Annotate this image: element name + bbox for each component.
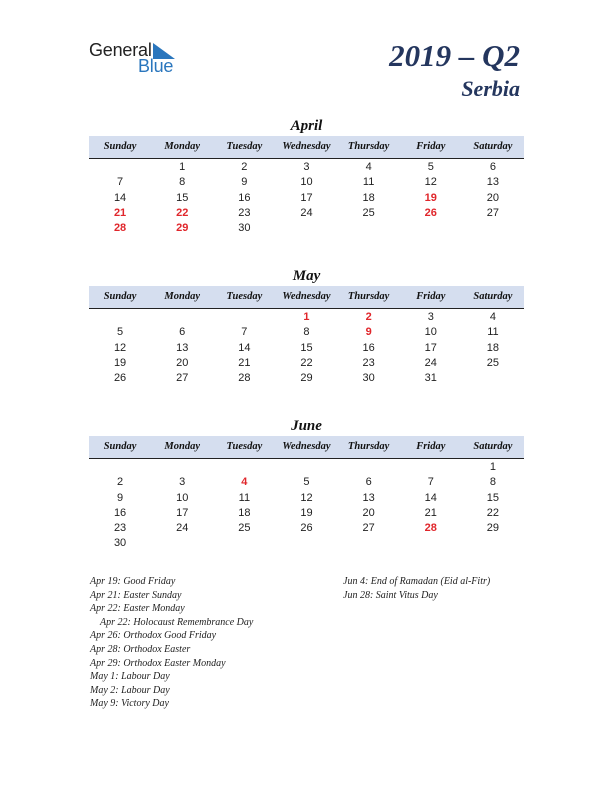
weekday-monday: Monday	[164, 141, 200, 152]
weekday-thursday: Thursday	[347, 141, 390, 152]
month-april	[89, 116, 524, 236]
date-cell: 17	[300, 191, 313, 204]
date-cell: 1	[179, 161, 186, 173]
weekday-sunday: Sunday	[103, 141, 137, 152]
date-cell: 18	[362, 191, 375, 204]
date-cell: 13	[486, 176, 500, 189]
date-cell: 22	[300, 356, 313, 369]
date-cell: 3	[303, 161, 310, 173]
date-cell	[89, 160, 151, 175]
month-grid	[89, 159, 524, 236]
date-cell: 11	[487, 326, 499, 339]
date-cell	[400, 221, 462, 236]
weekday-header	[89, 136, 524, 159]
date-cell: 21	[424, 506, 437, 519]
holiday-date-cell: 9	[365, 326, 372, 339]
holiday-date-cell: 4	[241, 476, 248, 489]
date-cell: 6	[365, 476, 372, 489]
date-cell: 25	[486, 356, 500, 369]
holiday-date-cell: 26	[424, 206, 437, 219]
date-cell: 23	[113, 522, 127, 535]
date-cell: 28	[238, 372, 251, 385]
week-row	[89, 491, 524, 506]
date-cell: 10	[176, 491, 189, 504]
date-cell: 25	[362, 206, 375, 219]
date-cell	[275, 221, 337, 236]
month-name: April	[290, 118, 323, 134]
weekday-header	[89, 436, 524, 459]
date-cell: 30	[238, 222, 251, 235]
weekday-sunday: Sunday	[103, 291, 137, 302]
date-cell: 15	[300, 341, 313, 354]
weekday-monday: Monday	[164, 441, 200, 452]
holiday-note: Apr 19: Good Friday	[90, 576, 176, 587]
month-grid	[89, 459, 524, 552]
date-cell: 9	[241, 176, 248, 189]
date-cell: 13	[362, 491, 375, 504]
date-cell: 29	[300, 372, 313, 385]
date-cell: 24	[176, 522, 189, 535]
date-cell: 22	[486, 506, 500, 519]
week-row	[89, 521, 524, 536]
month-name: June	[291, 418, 322, 434]
date-cell: 12	[113, 341, 127, 354]
weekday-wednesday: Wednesday	[282, 441, 331, 452]
date-cell: 11	[362, 176, 375, 189]
date-cell: 26	[300, 522, 313, 535]
date-cell	[151, 460, 213, 475]
week-row	[89, 221, 524, 236]
holiday-note: Apr 22: Holocaust Remembrance Day	[100, 616, 254, 628]
date-cell: 9	[117, 491, 124, 504]
date-cell	[213, 460, 275, 475]
week-row	[89, 191, 524, 206]
holiday-note: Apr 29: Orthodox Easter Monday	[90, 657, 226, 669]
date-cell	[275, 460, 337, 475]
date-cell: 30	[362, 372, 375, 385]
date-cell: 20	[176, 356, 189, 369]
date-cell: 29	[486, 522, 500, 535]
date-cell	[338, 221, 400, 236]
weekday-tuesday: Tuesday	[226, 291, 263, 302]
date-cell: 5	[303, 476, 310, 489]
date-cell: 24	[424, 356, 437, 369]
weekday-thursday: Thursday	[347, 291, 390, 302]
date-cell	[338, 536, 400, 551]
date-cell: 8	[303, 326, 310, 339]
holiday-note: May 9: Victory Day	[90, 698, 169, 710]
holiday-list-right	[343, 575, 490, 602]
date-cell: 15	[176, 191, 189, 204]
date-cell: 26	[113, 372, 127, 385]
date-cell: 27	[176, 372, 189, 385]
date-cell: 12	[300, 491, 313, 504]
date-cell: 7	[241, 326, 248, 339]
week-row	[89, 206, 524, 221]
weekday-wednesday: Wednesday	[282, 141, 331, 152]
date-cell: 19	[113, 356, 127, 369]
week-row	[89, 460, 524, 475]
date-cell	[151, 310, 213, 325]
date-cell	[338, 460, 400, 475]
week-row	[89, 341, 524, 356]
date-cell	[462, 371, 524, 386]
date-cell: 14	[424, 491, 437, 504]
month-june	[89, 416, 524, 552]
weekday-friday: Friday	[416, 141, 446, 152]
logo-word-blue: Blue	[138, 56, 174, 76]
date-cell: 12	[424, 176, 437, 189]
holiday-date-cell: 28	[424, 522, 437, 535]
holiday-note: Apr 28: Orthodox Easter	[90, 643, 191, 655]
weekday-thursday: Thursday	[347, 441, 390, 452]
holiday-date-cell: 22	[176, 206, 189, 219]
date-cell: 3	[427, 311, 434, 323]
date-cell: 14	[113, 191, 127, 204]
date-cell	[400, 536, 462, 551]
logo-word-general: General	[89, 40, 152, 60]
date-cell: 4	[489, 311, 496, 323]
date-cell: 23	[362, 356, 375, 369]
date-cell: 25	[238, 522, 251, 535]
holiday-date-cell: 29	[176, 222, 189, 235]
holiday-note: Apr 26: Orthodox Good Friday	[90, 630, 217, 642]
weekday-header	[89, 286, 524, 309]
page-title: 2019 – Q2	[389, 38, 520, 73]
date-cell: 20	[486, 191, 500, 204]
week-row	[89, 160, 524, 175]
generalblue-logo	[89, 40, 189, 80]
date-cell: 18	[238, 506, 251, 519]
date-cell: 27	[362, 522, 375, 535]
weekday-saturday: Saturday	[473, 141, 513, 152]
date-cell: 8	[489, 476, 496, 489]
holiday-date-cell: 19	[424, 191, 437, 204]
date-cell	[275, 536, 337, 551]
holiday-date-cell: 28	[113, 222, 127, 235]
week-row	[89, 371, 524, 386]
date-cell: 2	[241, 161, 248, 173]
week-row	[89, 310, 524, 325]
date-cell: 14	[238, 341, 251, 354]
weekday-wednesday: Wednesday	[282, 291, 331, 302]
date-cell: 10	[424, 326, 437, 339]
date-cell: 31	[424, 372, 437, 385]
weekday-saturday: Saturday	[473, 291, 513, 302]
holiday-date-cell: 1	[303, 311, 310, 323]
date-cell: 21	[238, 356, 251, 369]
date-cell: 15	[486, 491, 500, 504]
date-cell	[213, 310, 275, 325]
holiday-note: Jun 28: Saint Vitus Day	[343, 589, 438, 601]
date-cell: 27	[486, 206, 500, 219]
date-cell	[151, 536, 213, 551]
holiday-list-left	[90, 575, 253, 711]
weekday-monday: Monday	[164, 291, 200, 302]
date-cell: 24	[300, 206, 313, 219]
holiday-date-cell: 2	[365, 311, 372, 323]
date-cell: 16	[362, 341, 375, 354]
date-cell	[89, 460, 151, 475]
date-cell: 1	[489, 461, 496, 473]
holiday-note: Jun 4: End of Ramadan (Eid al-Fitr)	[343, 576, 491, 587]
weekday-saturday: Saturday	[473, 441, 513, 452]
date-cell	[89, 310, 151, 325]
week-row	[89, 175, 524, 190]
date-cell: 11	[238, 491, 251, 504]
date-cell	[213, 536, 275, 551]
date-cell: 16	[113, 506, 127, 519]
country-name: Serbia	[461, 76, 520, 101]
date-cell: 30	[113, 537, 127, 550]
week-row	[89, 475, 524, 490]
holiday-note: Apr 22: Easter Monday	[90, 603, 185, 615]
date-cell: 13	[176, 341, 189, 354]
date-cell: 7	[427, 476, 434, 489]
date-cell	[400, 460, 462, 475]
weekday-friday: Friday	[416, 441, 446, 452]
holiday-note: May 1: Labour Day	[90, 671, 170, 683]
holiday-note: May 2: Labour Day	[90, 684, 170, 696]
date-cell: 19	[300, 506, 313, 519]
month-name: May	[292, 268, 321, 284]
date-cell: 5	[427, 161, 434, 173]
weekday-tuesday: Tuesday	[226, 441, 263, 452]
week-row	[89, 325, 524, 340]
weekday-friday: Friday	[416, 291, 446, 302]
weekday-tuesday: Tuesday	[226, 141, 263, 152]
date-cell	[462, 536, 524, 551]
date-cell: 23	[238, 206, 251, 219]
date-cell: 3	[179, 476, 186, 489]
week-row	[89, 356, 524, 371]
date-cell: 4	[365, 161, 372, 173]
date-cell: 6	[489, 161, 496, 173]
holiday-note: Apr 21: Easter Sunday	[90, 589, 182, 601]
month-may	[89, 266, 524, 386]
date-cell: 18	[486, 341, 500, 354]
date-cell: 7	[117, 176, 124, 189]
week-row	[89, 536, 524, 551]
month-grid	[89, 309, 524, 386]
week-row	[89, 506, 524, 521]
date-cell: 8	[179, 176, 186, 189]
date-cell: 6	[179, 326, 186, 339]
date-cell: 17	[176, 506, 189, 519]
holiday-date-cell: 21	[113, 206, 127, 219]
weekday-sunday: Sunday	[103, 441, 137, 452]
date-cell: 10	[300, 176, 313, 189]
date-cell: 20	[362, 506, 375, 519]
date-cell: 2	[117, 476, 124, 489]
date-cell: 16	[238, 191, 251, 204]
date-cell: 5	[117, 326, 124, 339]
date-cell: 17	[424, 341, 437, 354]
date-cell	[462, 221, 524, 236]
